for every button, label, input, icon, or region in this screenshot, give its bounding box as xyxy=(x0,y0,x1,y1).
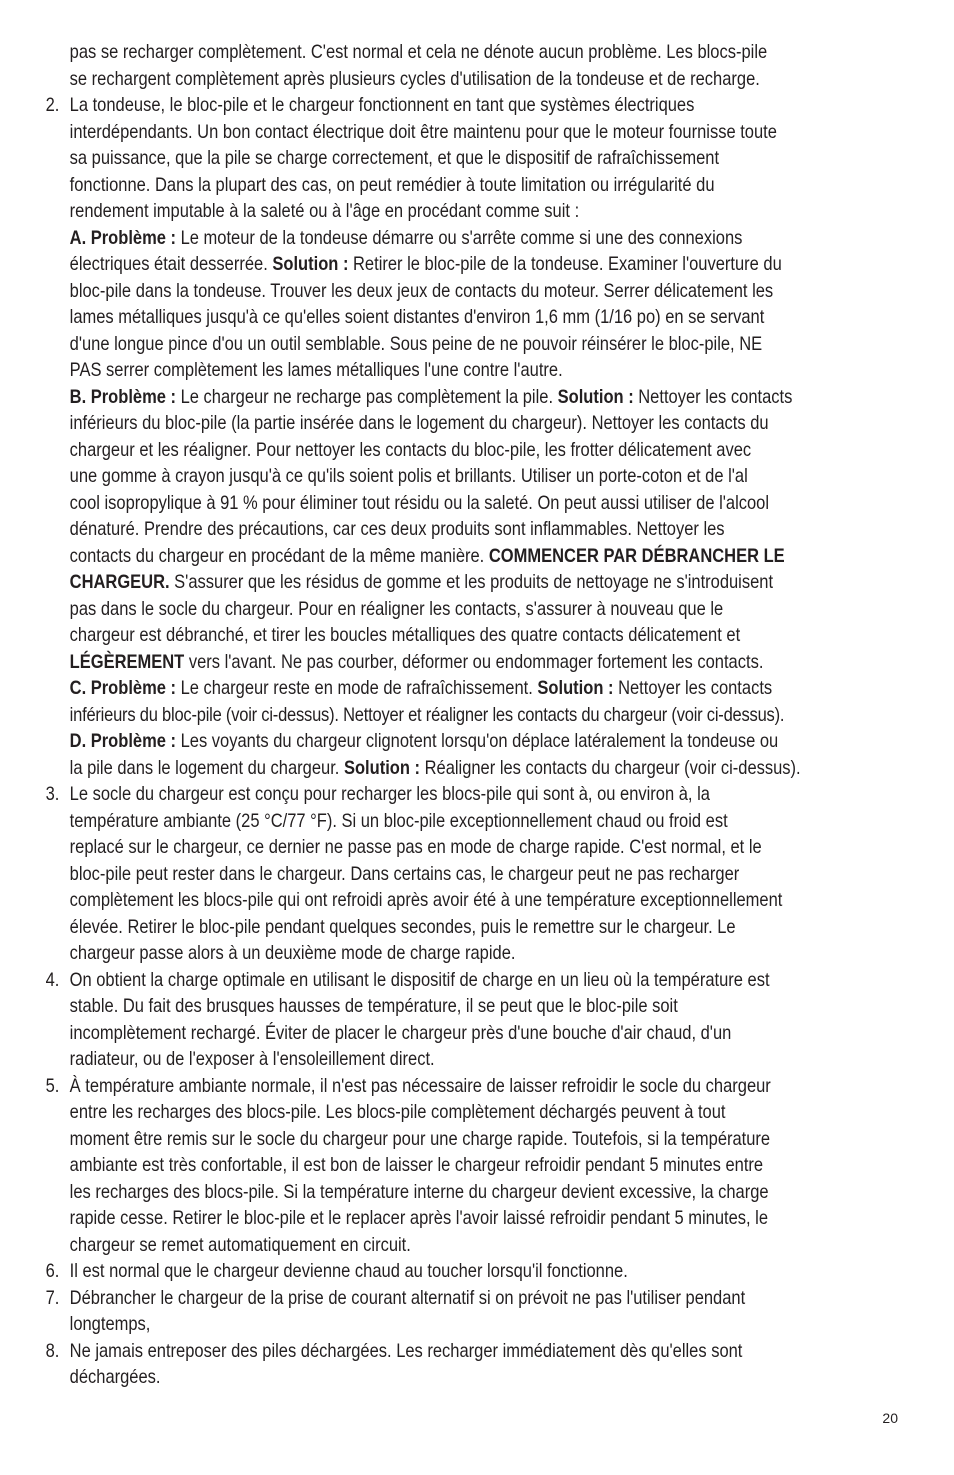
text-line: pas se recharger complètement. C'est normal et cela ne dénote aucun problème. Les blocs-pile xyxy=(69,42,768,63)
text-line: Débrancher le chargeur de la prise de courant alternatif si on prévoit ne pas l'utiliser pendant xyxy=(69,1287,746,1309)
text-line: chargeur et les réaligner. Pour nettoyer les contacts du bloc-pile, les frotter délicatement avec xyxy=(69,439,752,461)
solution-label: Solution : xyxy=(272,254,349,275)
text-line: inférieurs du bloc-pile (la partie insérée dans le logement du chargeur). Nettoyer les contacts du xyxy=(69,413,769,434)
item-number: 2. xyxy=(45,95,60,116)
text-line: bloc-pile peut rester dans le chargeur. Dans certains cas, le chargeur peut ne pas recharger xyxy=(69,863,740,885)
problem-b-line xyxy=(0,570,820,597)
text-line: une gomme à crayon jusqu'à ce qu'ils soient polis et brillants. Utiliser un porte-coton et de l'al xyxy=(69,466,748,487)
text-line: Le socle du chargeur est conçu pour recharger les blocs-pile qui sont à, ou environ à, la xyxy=(69,784,710,805)
text-line: complètement les blocs-pile qui ont refroidi après avoir été à une température exceptionnellement xyxy=(69,890,783,911)
text-run: Le chargeur reste en mode de rafraîchissement. xyxy=(176,678,538,699)
text-line: ambiante est très confortable, il est bon de laisser le chargeur refroidir pendant 5 minutes entre xyxy=(69,1155,764,1176)
item-number: 4. xyxy=(45,969,60,991)
text-line: moment être remis sur le socle du chargeur pour une charge rapide. Toutefois, si la température xyxy=(69,1128,771,1150)
text-run: Les voyants du chargeur clignotent lorsqu'on déplace latéralement la tondeuse ou xyxy=(176,731,779,752)
text-line: cool isopropylique à 91 % pour éliminer tout résidu ou la saleté. On peut aussi utiliser de l'alcool xyxy=(69,492,770,514)
text-line: sa puissance, que la pile se charge correctement, et que le dispositif de rafraîchissement xyxy=(69,148,720,169)
list-item-8 xyxy=(0,1339,820,1392)
text-run: S'assurer que les résidus de gomme et les produits de nettoyage ne s'introduisent xyxy=(169,572,774,593)
list-item-6 xyxy=(0,1259,820,1286)
text-line: dénaturé. Prendre des précautions, car ces deux produits sont inflammables. Nettoyer les xyxy=(69,519,725,540)
warning-text: COMMENCER PAR DÉBRANCHER LE xyxy=(488,545,785,567)
solution-label: Solution : xyxy=(557,386,634,408)
warning-text: CHARGEUR. xyxy=(69,572,170,593)
problem-label: C. Problème : xyxy=(69,678,177,699)
text-line: d'une longue pince d'ou un outil semblable. Sous peine de ne pouvoir réinsérer le bloc-pile, NE xyxy=(69,333,763,355)
text-line: chargeur est débranché, et tirer les boucles métalliques des quatre contacts délicatement et xyxy=(69,625,741,646)
text-line: On obtient la charge optimale en utilisant le dispositif de charge en un lieu où la température est xyxy=(69,969,770,991)
text-line: chargeur passe alors à un deuxième mode de charge rapide. xyxy=(69,943,516,964)
text-line: La tondeuse, le bloc-pile et le chargeur fonctionnent en tant que systèmes électriques xyxy=(69,95,695,116)
text-run: Le moteur de la tondeuse démarre ou s'arrête comme si une des connexions xyxy=(176,227,743,249)
text-run: Nettoyer les contacts xyxy=(633,386,793,408)
text-run: Nettoyer les contacts xyxy=(613,678,773,699)
text-line: rendement imputable à la saleté ou à l'âge en procédant comme suit : xyxy=(69,201,580,222)
text-line: radiateur, ou de l'exposer à l'ensoleillement direct. xyxy=(69,1049,435,1070)
text-run: vers l'avant. Ne pas courber, déformer ou endommager fortement les contacts. xyxy=(184,651,764,673)
text-run: Le chargeur ne recharge pas complètement la pile. xyxy=(176,386,558,408)
text-line: température ambiante (25 °C/77 °F). Si un bloc-pile exceptionnellement chaud ou froid est xyxy=(69,810,728,832)
text-line: entre les recharges des blocs-pile. Les blocs-pile complètement déchargés peuvent à tout xyxy=(69,1102,726,1123)
item-number: 3. xyxy=(45,784,60,805)
list-item-2 xyxy=(0,93,820,782)
text-run: Réaligner les contacts du chargeur (voir ci-dessus). xyxy=(420,757,801,779)
list-item-3 xyxy=(0,782,820,968)
page-number: 20 xyxy=(882,1410,898,1426)
text-line: stable. Du fait des brusques hausses de température, il se peut que le bloc-pile soit xyxy=(69,996,678,1017)
text-line: replacé sur le chargeur, ce dernier ne passe pas en mode de charge rapide. C'est normal, et le xyxy=(69,837,762,858)
list-item-5 xyxy=(0,1074,820,1260)
problem-label: A. Problème : xyxy=(69,227,177,249)
solution-label: Solution : xyxy=(537,678,614,699)
emphasis-text: LÉGÈREMENT xyxy=(69,651,185,673)
text-line: rapide cesse. Retirer le bloc-pile et le replacer après l'avoir laissé refroidir pendant 5 minutes, le xyxy=(69,1208,769,1229)
problem-c-line xyxy=(0,676,820,703)
problem-d-line xyxy=(0,756,820,783)
problem-d-line xyxy=(0,729,820,756)
item-number: 6. xyxy=(45,1261,60,1282)
problem-label: D. Problème : xyxy=(69,731,177,752)
text-line: Il est normal que le chargeur devienne chaud au toucher lorsqu'il fonctionne. xyxy=(69,1261,628,1282)
text-line: bloc-pile dans la tondeuse. Trouver les deux jeux de contacts du moteur. Serrer délicatement les xyxy=(69,280,774,302)
problem-label: B. Problème : xyxy=(69,386,177,408)
text-line: les recharges des blocs-pile. Si la température interne du chargeur devient excessive, la charge xyxy=(69,1181,769,1203)
problem-a-line xyxy=(0,226,820,253)
text-run: la pile dans le logement du chargeur. xyxy=(69,757,344,779)
text-line: inférieurs du bloc-pile (voir ci-dessus). Nettoyer et réaligner les contacts du chargeur (voir ci-dessus). xyxy=(69,704,785,726)
text-line: PAS serrer complètement les lames métalliques l'une contre l'autre. xyxy=(69,360,563,381)
item-number: 5. xyxy=(45,1075,60,1097)
text-line: fonctionne. Dans la plupart des cas, on peut remédier à toute limitation ou irrégularité du xyxy=(69,174,715,196)
text-line: chargeur se remet automatiquement en circuit. xyxy=(69,1234,411,1256)
problem-a-line xyxy=(0,252,820,279)
text-line: interdépendants. Un bon contact électrique doit être maintenu pour que le moteur fournisse toute xyxy=(69,121,777,143)
text-run: électriques était desserrée. xyxy=(69,254,273,275)
page-body xyxy=(0,40,820,1392)
item-number: 8. xyxy=(45,1340,60,1362)
text-line: incomplètement rechargé. Éviter de placer le chargeur près d'une bouche d'air chaud, d'un xyxy=(69,1022,732,1044)
text-line: À température ambiante normale, il n'est pas nécessaire de laisser refroidir le socle du chargeur xyxy=(69,1075,771,1097)
text-run: contacts du chargeur en procédant de la même manière. xyxy=(69,545,489,567)
text-line: Ne jamais entreposer des piles déchargées. Les recharger immédiatement dès qu'elles sont xyxy=(69,1340,743,1362)
list-item-7 xyxy=(0,1286,820,1339)
text-line: se rechargent complètement après plusieurs cycles d'utilisation de la tondeuse et de recharge. xyxy=(69,68,760,90)
problem-b-line xyxy=(0,650,820,677)
problem-b-line xyxy=(0,385,820,412)
solution-label: Solution : xyxy=(343,757,421,779)
text-line: longtemps, xyxy=(69,1314,151,1335)
item-number: 7. xyxy=(45,1287,60,1309)
text-run: Retirer le bloc-pile de la tondeuse. Examiner l'ouverture du xyxy=(348,254,782,275)
text-line: déchargées. xyxy=(69,1367,161,1388)
text-line: lames métalliques jusqu'à ce qu'elles soient distantes d'environ 1,6 mm (1/16 po) en se servant xyxy=(69,307,765,328)
text-line: élevée. Retirer le bloc-pile pendant quelques secondes, puis le remettre sur le chargeur. Le xyxy=(69,916,736,938)
list-item-4 xyxy=(0,968,820,1074)
text-line: pas dans le socle du chargeur. Pour en réaligner les contacts, s'assurer à nouveau que le xyxy=(69,598,724,620)
problem-b-line xyxy=(0,544,820,571)
